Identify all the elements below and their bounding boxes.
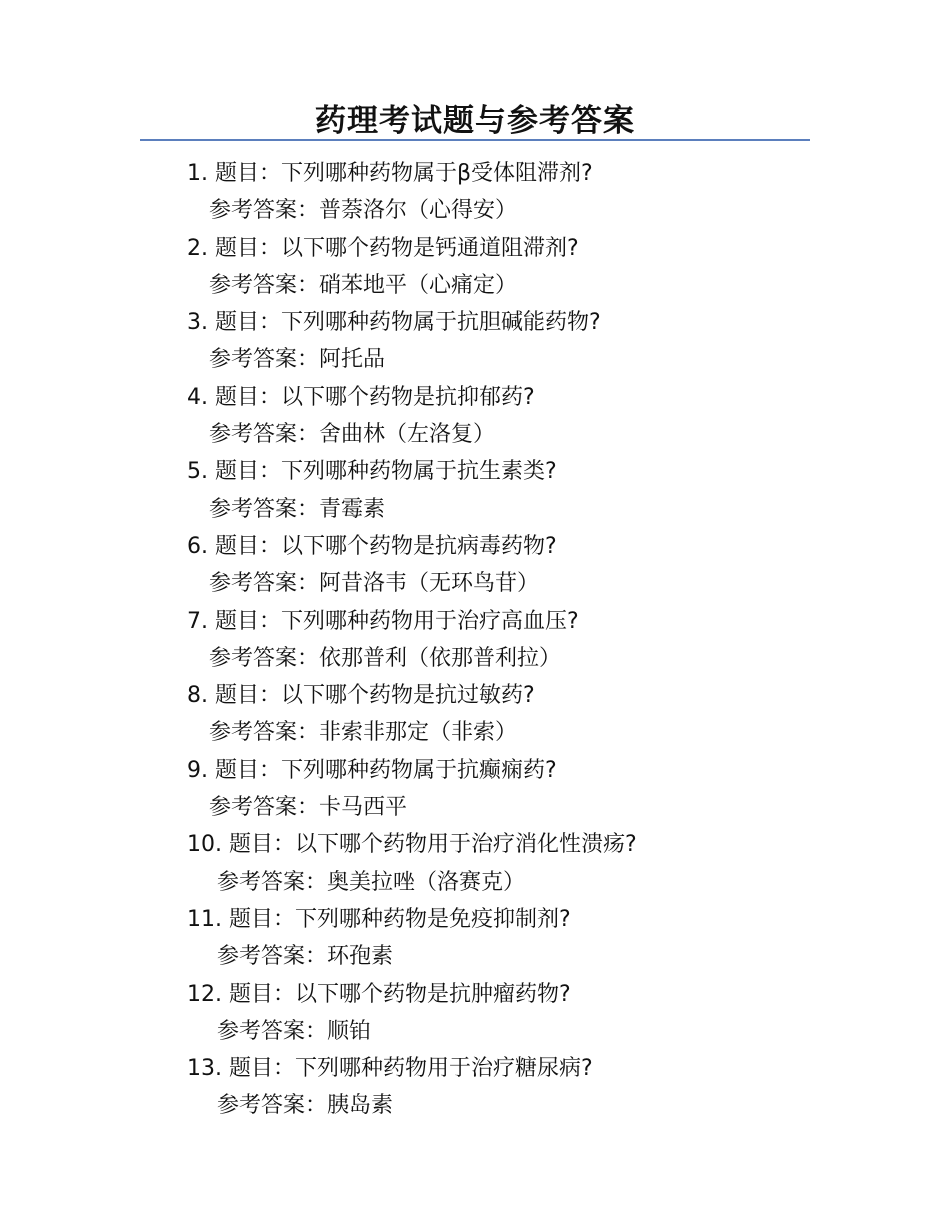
answer-label: 参考答案： bbox=[209, 795, 320, 821]
answer-label: 参考答案： bbox=[209, 571, 320, 597]
question-line bbox=[187, 155, 827, 192]
question-label: 题目： bbox=[215, 459, 282, 485]
question-text: 下列哪种药物属于抗胆碱能药物? bbox=[281, 310, 601, 336]
qa-item bbox=[187, 528, 827, 603]
answer-text: 奥美拉唑（洛赛克） bbox=[327, 869, 526, 895]
answer-label: 参考答案： bbox=[217, 1018, 328, 1044]
qa-item bbox=[187, 1050, 827, 1125]
question-label: 题目： bbox=[215, 533, 282, 559]
qa-item bbox=[187, 230, 827, 305]
answer-text: 胰岛素 bbox=[327, 1093, 394, 1119]
question-text: 下列哪种药物是免疫抑制剂? bbox=[295, 906, 571, 932]
qa-item bbox=[187, 304, 827, 379]
question-list bbox=[187, 155, 827, 1125]
document-title: 药理考试题与参考答案 bbox=[315, 103, 635, 139]
question-text: 下列哪种药物用于治疗糖尿病? bbox=[295, 1056, 593, 1082]
answer-line bbox=[187, 1013, 827, 1050]
answer-line bbox=[187, 938, 827, 975]
question-text: 以下哪个药物是抗过敏药? bbox=[281, 683, 535, 709]
question-line bbox=[187, 379, 827, 416]
answer-text: 依那普利（依那普利拉） bbox=[319, 645, 562, 671]
answer-label: 参考答案： bbox=[217, 869, 328, 895]
question-number: 1. bbox=[187, 161, 208, 186]
question-number: 10. bbox=[187, 832, 222, 858]
answer-text: 舍曲林（左洛复） bbox=[319, 422, 496, 448]
answer-label: 参考答案： bbox=[209, 198, 320, 224]
question-line bbox=[187, 603, 827, 640]
question-line bbox=[187, 826, 827, 863]
qa-item bbox=[187, 379, 827, 454]
answer-line bbox=[187, 416, 827, 453]
question-label: 题目： bbox=[215, 161, 282, 186]
question-line bbox=[187, 230, 827, 267]
qa-item bbox=[187, 603, 827, 678]
qa-item bbox=[187, 677, 827, 752]
answer-label: 参考答案： bbox=[209, 422, 320, 448]
answer-line bbox=[187, 789, 827, 826]
answer-line bbox=[187, 714, 827, 751]
question-number: 13. bbox=[187, 1056, 222, 1082]
question-text: 下列哪种药物属于抗生素类? bbox=[281, 459, 557, 485]
answer-text: 阿托品 bbox=[319, 347, 386, 373]
answer-label: 参考答案： bbox=[217, 944, 328, 970]
answer-line bbox=[187, 640, 827, 677]
answer-label: 参考答案： bbox=[209, 272, 320, 298]
question-text: 以下哪个药物是抗病毒药物? bbox=[281, 533, 557, 559]
answer-text: 普萘洛尔（心得安） bbox=[319, 198, 518, 224]
answer-text: 环孢素 bbox=[327, 944, 394, 970]
question-text: 下列哪种药物用于治疗高血压? bbox=[281, 608, 579, 634]
question-line bbox=[187, 677, 827, 714]
question-number: 3. bbox=[187, 310, 208, 336]
question-line bbox=[187, 453, 827, 490]
question-label: 题目： bbox=[215, 608, 282, 634]
qa-item bbox=[187, 155, 827, 230]
question-label: 题目： bbox=[229, 906, 296, 932]
question-label: 题目： bbox=[229, 981, 296, 1007]
question-number: 9. bbox=[187, 757, 208, 783]
question-line bbox=[187, 1050, 827, 1087]
question-line bbox=[187, 901, 827, 938]
question-label: 题目： bbox=[215, 310, 282, 336]
question-text: 下列哪种药物属于抗癫痫药? bbox=[281, 757, 557, 783]
qa-item bbox=[187, 901, 827, 976]
question-number: 5. bbox=[187, 459, 208, 485]
question-number: 11. bbox=[187, 906, 222, 932]
question-line bbox=[187, 976, 827, 1013]
question-number: 2. bbox=[187, 235, 208, 261]
answer-line bbox=[187, 192, 827, 229]
qa-item bbox=[187, 453, 827, 528]
answer-line bbox=[187, 864, 827, 901]
answer-label: 参考答案： bbox=[209, 720, 320, 746]
answer-line bbox=[187, 491, 827, 528]
question-label: 题目： bbox=[229, 832, 296, 858]
question-text: 以下哪个药物是抗肿瘤药物? bbox=[295, 981, 571, 1007]
question-text: 以下哪个药物是钙通道阻滞剂? bbox=[281, 235, 579, 261]
question-label: 题目： bbox=[229, 1056, 296, 1082]
qa-item bbox=[187, 976, 827, 1051]
answer-label: 参考答案： bbox=[217, 1093, 328, 1119]
answer-line bbox=[187, 1087, 827, 1124]
question-number: 7. bbox=[187, 608, 208, 634]
answer-line bbox=[187, 341, 827, 378]
question-text: 以下哪个药物用于治疗消化性溃疡? bbox=[295, 832, 637, 858]
question-label: 题目： bbox=[215, 757, 282, 783]
question-number: 6. bbox=[187, 533, 208, 559]
question-line bbox=[187, 528, 827, 565]
question-label: 题目： bbox=[215, 683, 282, 709]
question-number: 12. bbox=[187, 981, 222, 1007]
answer-text: 阿昔洛韦（无环鸟苷） bbox=[319, 571, 540, 597]
question-text: 下列哪种药物属于β受体阻滞剂? bbox=[281, 161, 593, 186]
question-line bbox=[187, 304, 827, 341]
question-number: 8. bbox=[187, 683, 208, 709]
question-label: 题目： bbox=[215, 235, 282, 261]
qa-item bbox=[187, 752, 827, 827]
answer-label: 参考答案： bbox=[209, 645, 320, 671]
answer-text: 青霉素 bbox=[319, 496, 386, 522]
qa-item bbox=[187, 826, 827, 901]
answer-text: 非索非那定（非索） bbox=[319, 720, 518, 746]
answer-line bbox=[187, 565, 827, 602]
answer-label: 参考答案： bbox=[209, 496, 320, 522]
question-number: 4. bbox=[187, 384, 208, 410]
question-line bbox=[187, 752, 827, 789]
title-underline bbox=[140, 139, 810, 141]
answer-label: 参考答案： bbox=[209, 347, 320, 373]
answer-text: 硝苯地平（心痛定） bbox=[319, 272, 518, 298]
answer-text: 卡马西平 bbox=[319, 795, 408, 821]
question-text: 以下哪个药物是抗抑郁药? bbox=[281, 384, 535, 410]
answer-text: 顺铂 bbox=[327, 1018, 372, 1044]
question-label: 题目： bbox=[215, 384, 282, 410]
answer-line bbox=[187, 267, 827, 304]
